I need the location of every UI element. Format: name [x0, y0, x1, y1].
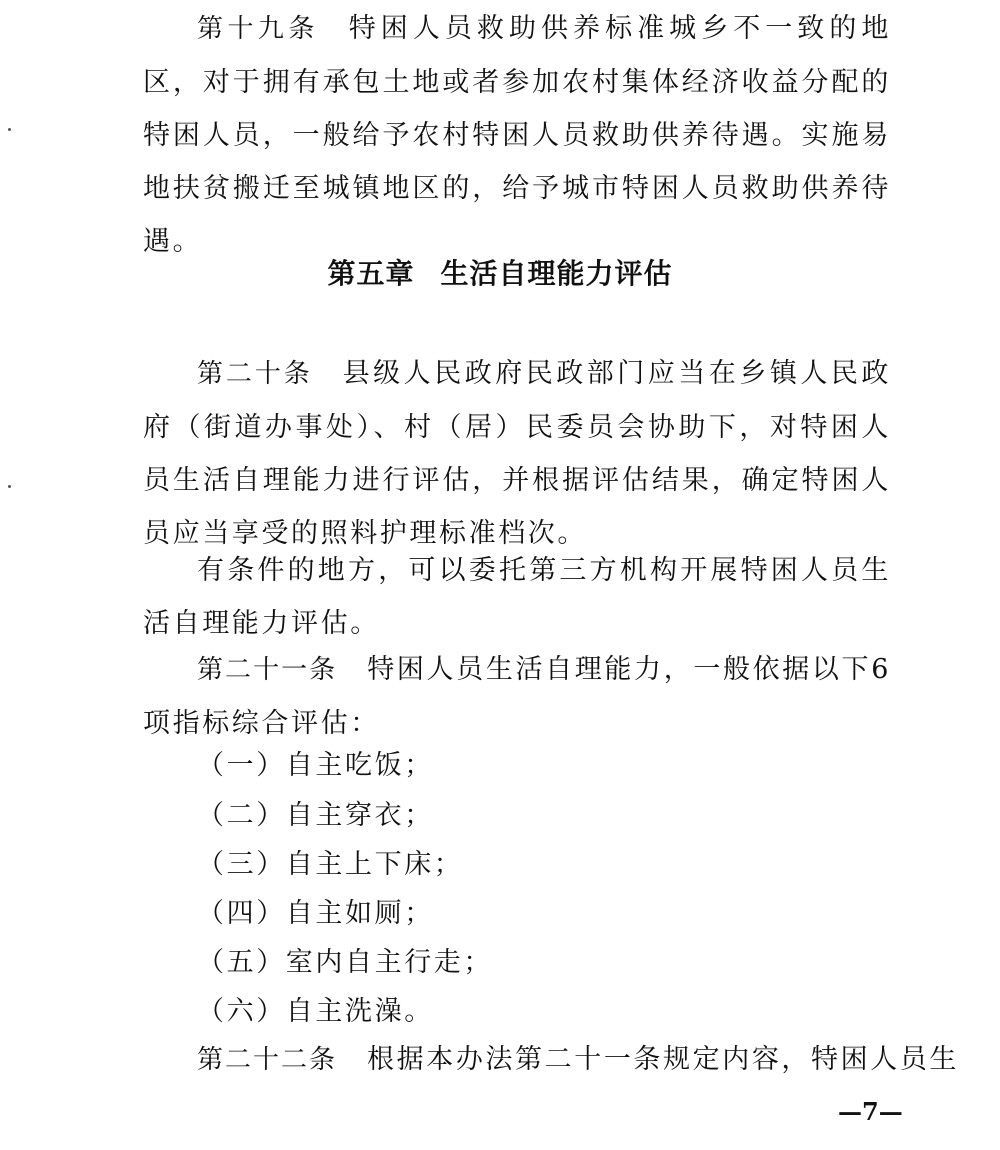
- list-item: （四）自主如厕；: [197, 898, 434, 929]
- article-21-body: 特困人员生活自理能力，一般依据以下6项指标综合评估：: [143, 654, 891, 739]
- scan-speck: [8, 128, 11, 131]
- chapter-title: 生活自理能力评估: [440, 257, 673, 290]
- list-item: （二）自主穿衣；: [197, 800, 434, 831]
- article-21-paragraph: [143, 643, 891, 750]
- scan-speck: [8, 485, 11, 488]
- list-item: （六）自主洗澡。: [197, 996, 434, 1027]
- third-party-paragraph: 有条件的地方，可以委托第三方机构开展特困人员生活自理能力评估。: [143, 555, 891, 639]
- article-19-title: 第十九条: [197, 14, 319, 44]
- article-20-body: 县级人民政府民政部门应当在乡镇人民政府（街道办事处）、村（居）民委员会协助下，对特困人员生活自理能力进行评估，并根据评估结果，确定特困人员应当享受的照料护理标准档次。: [143, 358, 891, 549]
- list-item: （五）室内自主行走；: [197, 947, 493, 978]
- list-item: （三）自主上下床；: [197, 849, 464, 880]
- list-item: （一）自主吃饭；: [197, 750, 434, 781]
- article-19-paragraph: [143, 2, 891, 268]
- article-22-title: 第二十二条: [197, 1045, 338, 1075]
- chapter-number: 第五章: [327, 257, 415, 290]
- article-19-body: 特困人员救助供养标准城乡不一致的地区，对于拥有承包土地或者参加农村集体经济收益分配的特困人员，一般给予农村特困人员救助供养待遇。实施易地扶贫搬迁至城镇地区的，给予城市特困人员救助供养待遇。: [143, 13, 891, 257]
- page-number: —7—: [838, 1097, 903, 1126]
- article-20-paragraph: [143, 347, 891, 560]
- chapter-heading: [0, 249, 1000, 299]
- article-21-title: 第二十一条: [197, 655, 338, 685]
- article-20-title: 第二十条: [197, 359, 313, 389]
- article-22-body: 根据本办法第二十一条规定内容，特困人员生: [367, 1044, 960, 1075]
- article-22-paragraph: [143, 1033, 960, 1087]
